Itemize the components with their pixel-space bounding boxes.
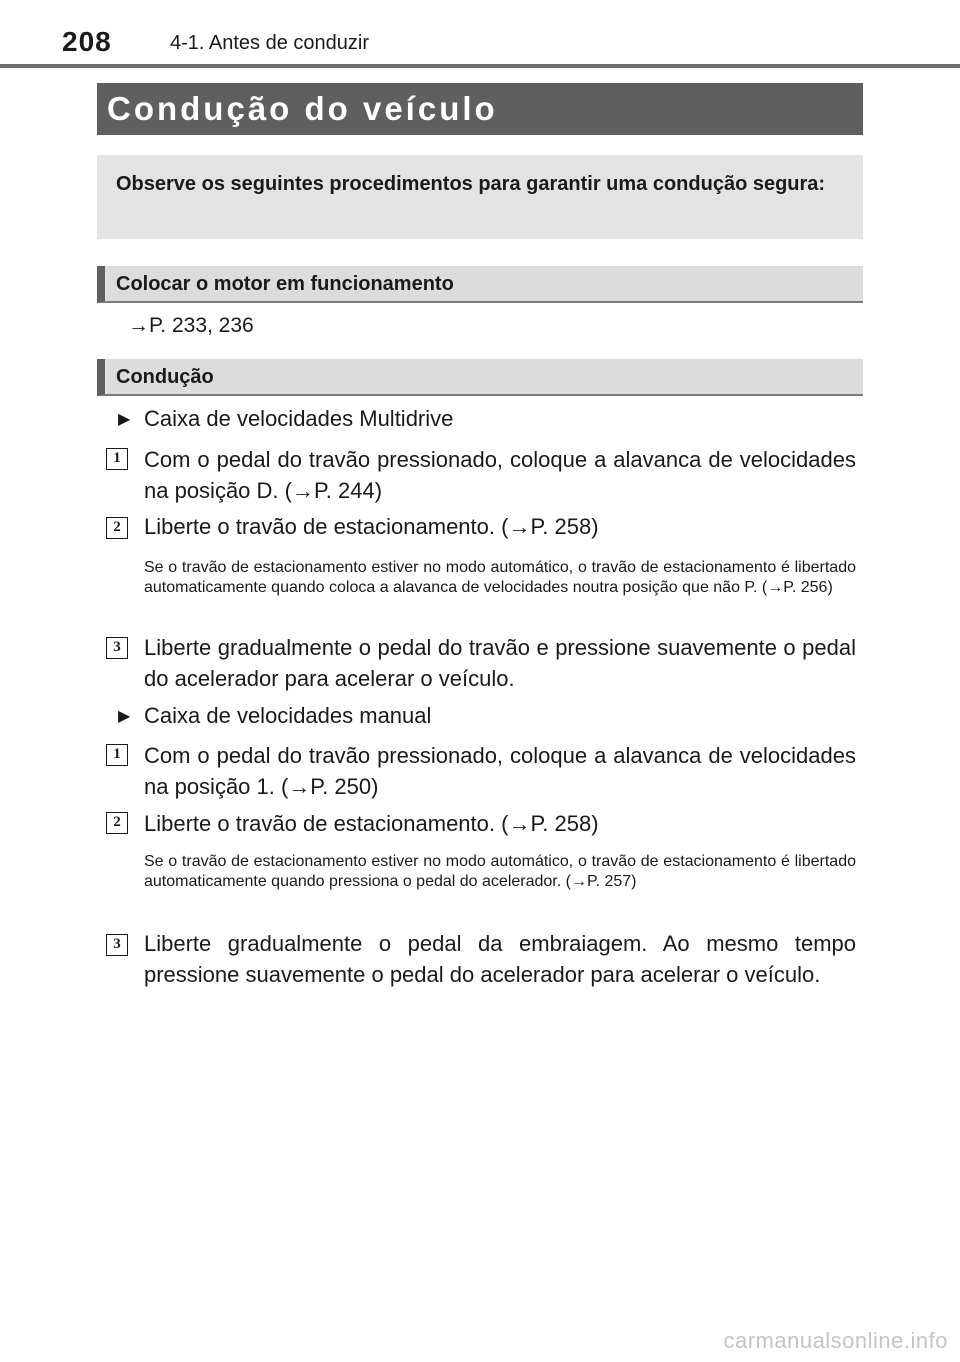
subsection-manual [118, 701, 431, 732]
step-number-3: 3 [106, 637, 128, 659]
triangle-right-icon: ▶ [118, 708, 131, 725]
section-reference: 4-1. Antes de conduzir [170, 32, 370, 54]
step-number-2: 2 [106, 812, 128, 834]
header-divider [0, 64, 960, 68]
step-number-1: 1 [106, 744, 128, 766]
multidrive-step-1: Com o pedal do travão pressionado, coloque a alavanca de velocidades na posição D. (→P. 244) [144, 447, 856, 503]
multidrive-step-2: Liberte o travão de estacionamento. (→P. 258) [144, 514, 599, 539]
multidrive-step-3: Liberte gradualmente o pedal do travão e pressione suavemente o pedal do acelerador para acelerar o veículo. [144, 635, 856, 691]
step-number-2: 2 [106, 517, 128, 539]
triangle-right-icon: ▶ [118, 411, 131, 428]
step-number-1: 1 [106, 448, 128, 470]
heading-driving: Condução [97, 359, 863, 396]
page-title: Condução do veículo [107, 90, 498, 127]
subsection-manual-title: Caixa de velocidades manual [144, 703, 432, 728]
manual-note: Se o travão de estacionamento estiver no modo automático, o travão de estacionamento é libertado automaticamente quando pressiona o pedal do acelerador. (→P. 257) [144, 853, 856, 890]
subsection-multidrive-title: Caixa de velocidades Multidrive [144, 406, 454, 431]
subsection-multidrive [118, 404, 453, 435]
multidrive-note: Se o travão de estacionamento estiver no modo automático, o travão de estacionamento é libertado automaticamente quando coloca a alavanca de velocidades noutra posição que não P. (→P. 256) [144, 559, 856, 596]
manual-step-1: Com o pedal do travão pressionado, coloque a alavanca de velocidades na posição 1. (→P. 250) [144, 743, 856, 799]
site-watermark: carmanualsonline.info [723, 1328, 948, 1353]
page-number: 208 [62, 26, 112, 57]
heading-start-engine: Colocar o motor em funcionamento [97, 266, 863, 303]
page-header [0, 0, 960, 70]
step-number-3: 3 [106, 934, 128, 956]
manual-step-3: Liberte gradualmente o pedal da embraiagem. Ao mesmo tempo pressione suavemente o pedal do acelerador para acelerar o veículo. [144, 931, 856, 987]
page-title-bar [97, 83, 863, 135]
start-engine-reference[interactable]: →P. 233, 236 [128, 314, 254, 337]
manual-step-2: Liberte o travão de estacionamento. (→P. 258) [144, 811, 599, 836]
intro-box: Observe os seguintes procedimentos para garantir uma condução segura: [97, 155, 863, 239]
